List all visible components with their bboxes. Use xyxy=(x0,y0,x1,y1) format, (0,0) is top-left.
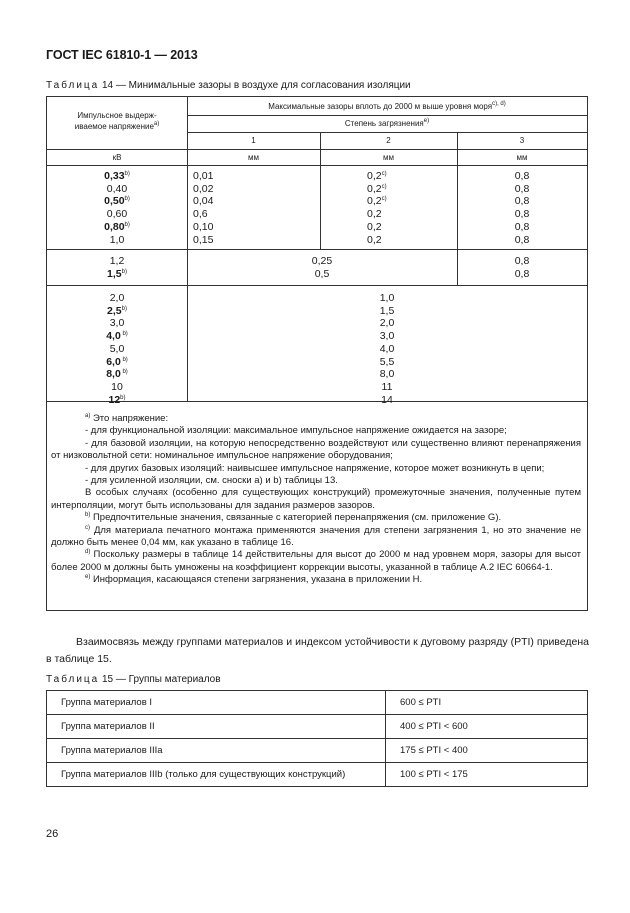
material-group: Группа материалов IIIb (только для существующих конструкций) xyxy=(47,763,386,787)
table-row xyxy=(47,763,588,787)
header-col-2: 2 xyxy=(386,136,391,145)
group1-pollution1-column: 0,01 0,02 0,04 0,6 0,10 0,15 xyxy=(193,170,214,246)
table-14 xyxy=(46,96,588,611)
header-max-clearance: Максимальные зазоры вплоть до 2000 м выше уровня моря$^{c), d)}$ xyxy=(268,101,506,111)
material-group: Группа материалов IIIa xyxy=(47,739,386,763)
pti-range: 400 ≤ PTI < 600 xyxy=(386,715,588,739)
unit-mm: мм xyxy=(383,153,394,162)
group1-pollution3-column: 0,8 0,8 0,8 0,8 0,8 0,8 xyxy=(514,170,530,246)
header-col-3: 3 xyxy=(519,136,525,145)
header-voltage: Импульсное выдерж- иваемое напряжение$^{а)}$ xyxy=(74,111,160,131)
caption-text: 14 — Минимальные зазоры в воздухе для согласования изоляции xyxy=(99,80,411,91)
group1-pollution2-column: 0,2$^{c)}$ 0,2$^{c)}$ 0,2$^{c)}$ 0,2 0,2 0,2 xyxy=(367,170,387,246)
group2-pollution3-column: 0,8 0,8 xyxy=(514,255,530,280)
table14-caption xyxy=(46,80,411,91)
table-row xyxy=(47,691,588,715)
unit-mm: мм xyxy=(516,153,528,162)
pti-range: 600 ≤ PTI xyxy=(386,691,588,715)
pti-range: 175 ≤ PTI < 400 xyxy=(386,739,588,763)
footnote-a: $^{a)}$ Это напряжение: xyxy=(85,413,169,424)
material-group: Группа материалов I xyxy=(47,691,386,715)
unit-kv: кВ xyxy=(112,153,122,162)
footnote-c: $^{c)}$ Для материала печатного монтажа применяются значения для степени загрязнения 1, но это значение не должно быть менее 0,04 мм, как указано в таблице 16. xyxy=(51,524,581,549)
caption-word: Таблица xyxy=(46,674,100,685)
table-cell: 0,60 xyxy=(106,208,128,221)
group2-pollution12-column: 0,25 0,5 xyxy=(311,255,333,280)
table-row xyxy=(47,715,588,739)
caption-word: Таблица xyxy=(46,80,100,91)
unit-mm: мм xyxy=(248,153,259,162)
table15-caption xyxy=(46,674,221,685)
table-cell: 0,80$^{b)}$ xyxy=(104,220,130,233)
footnote-d: $^{d)}$ Поскольку размеры в таблице 14 действительны для высот до 2000 м над уровнем моря, зазоры для высот более 2000 м должны быть умножены на коэффициент коррекции высоты, указанной в таблице А.2 IEC 60664-1. xyxy=(51,549,581,573)
table-cell: 0,33$^{b)}$ xyxy=(104,170,130,182)
group3-all-pollution-column: 1,0 1,5 2,0 3,0 4,0 5,5 8,0 11 14 xyxy=(379,292,395,406)
table-cell: 0,40 xyxy=(106,182,128,195)
pti-range: 100 ≤ PTI < 175 xyxy=(386,763,588,787)
body-paragraph: Взаимосвязь между группами материалов и индексом устойчивости к дуговому разряду (PTI) приведена в таблице 15. xyxy=(46,636,589,665)
material-group: Группа материалов II xyxy=(47,715,386,739)
header-col-1: 1 xyxy=(251,136,256,145)
table14-footnotes: $^{a)}$ Это напряжение: - для функциональной изоляции: максимальное импульсное напряжение ожидается на зазоре; - для базовой изоляции, на которую непосредственно воздействуют или существенно влияют перенапряжения от низковольтной сети: номинальное импульсное напряжение оборудования; - для других базовых изоляций: наивысшее импульсное напряжение, которое может возникнуть в цепи; - для усиленной изоляции, см. сноски a) и b) таблицы 13. В особых случаях (особенно для существующих конструкций) промежуточные значения, полученные путем интерполяции, могут быть использованы для задания размеров зазоров. $^{b)}$ Предпочтительные значения, связанные с категорией перенапряжения (см. приложение G). $^{c)}$ Для материала печатного монтажа применяются значения для степени загрязнения 1, но это значение не должно быть менее 0,04 мм, как указано в таблице 16. $^{d)}$ Поскольку размеры в таблице 14 действительны для высот до 2000 м над уровнем моря, зазоры для высот более 2000 м должны быть умножены на коэффициент коррекции высоты, указанной в таблице А.2 IEC 60664-1. $^{e)}$ Информация, касающаяся степени загрязнения, указана в приложении Н. xyxy=(51,413,581,586)
footnote-b: $^{b)}$ Предпочтительные значения, связанные с категорией перенапряжения (см. приложение G). xyxy=(85,512,502,524)
group2-voltage-column: 1,2 1,5$^{b)}$ xyxy=(107,255,127,280)
group1-voltage-column xyxy=(47,170,187,246)
table-15 xyxy=(46,690,588,787)
table-row xyxy=(47,739,588,763)
page-number: 26 xyxy=(46,828,59,840)
caption-text: 15 — Группы материалов xyxy=(99,674,221,685)
table-cell: 0,50$^{b)}$ xyxy=(104,195,130,208)
header-pollution-degree: Степень загрязнения$^{e)}$ xyxy=(344,118,430,128)
group3-voltage-column: 2,0 2,5$^{b)}$ 3,0 4,0 $^{b)}$ 5,0 6,0 $^{b)}$ 8,0 $^{b)}$ 10 12$^{b)}$ xyxy=(106,292,128,406)
document-header: ГОСТ IEC 61810-1 — 2013 xyxy=(46,48,198,62)
footnote-e: $^{e)}$ Информация, касающаяся степени загрязнения, указана в приложении Н. xyxy=(85,574,423,586)
table-cell: 1,0 xyxy=(109,233,125,246)
